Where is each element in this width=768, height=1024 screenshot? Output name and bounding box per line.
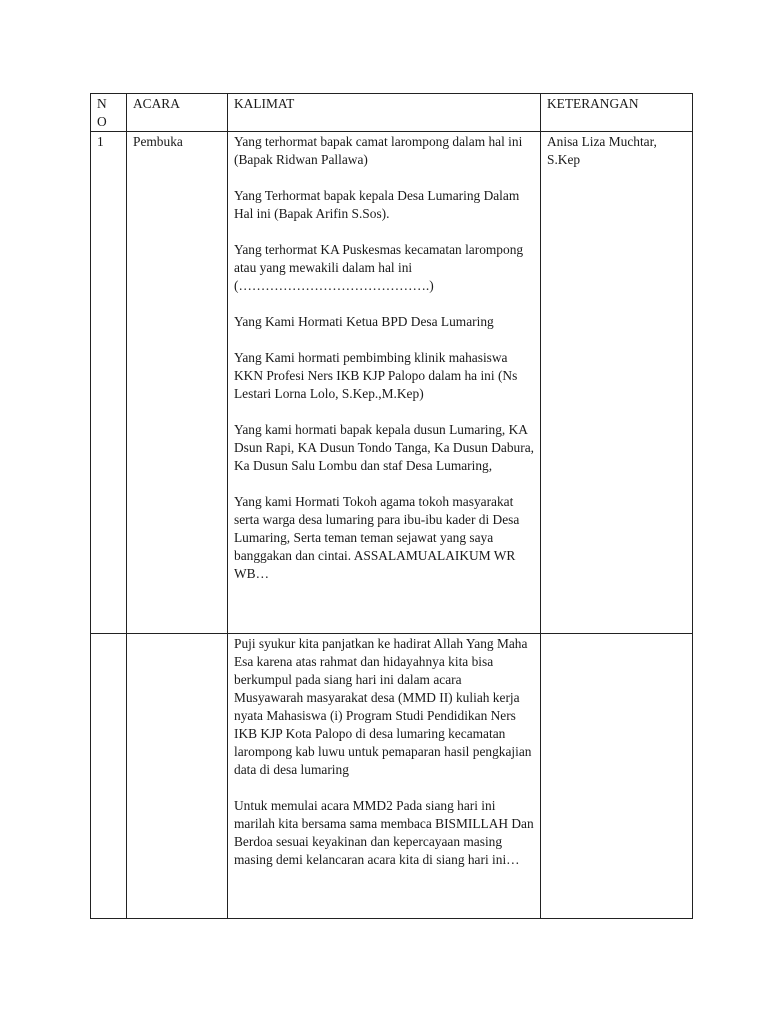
kalimat-paragraph: Yang kami Hormati Tokoh agama tokoh masyarakat serta warga desa lumaring para ibu-ibu kader di Desa Lumaring, Serta teman teman sejawat yang saya banggakan dan cintai. ASSALAMUALAIKUM WR WB… [234,494,520,581]
event-script-table [90,93,693,919]
row-acara-cell [127,634,228,919]
header-no: NO [91,94,127,132]
kalimat-paragraph: Puji syukur kita panjatkan ke hadirat Allah Yang Maha Esa karena atas rahmat dan hidayahnya kita bisa berkumpul pada siang hari ini dalam acara Musyawarah masyarakat desa (MMD II) kuliah kerja nyata Mahasiswa (i) Program Studi Pendidikan Ners IKB KJP Kota Palopo di desa lumaring kecamatan larompong kab luwu untuk pemaparan hasil pengkajian data di desa lumaring [234,636,532,777]
row-acara-cell: Pembuka [127,132,228,634]
table-header-row [91,94,693,132]
kalimat-paragraph: Yang terhormat bapak camat larompong dalam hal ini (Bapak Ridwan Pallawa) [234,134,523,167]
table-row [91,634,693,919]
table-row [91,132,693,634]
header-acara: ACARA [127,94,228,132]
row-keterangan-cell [541,634,693,919]
row-no-cell [91,634,127,919]
row-kalimat-cell [228,634,541,919]
kalimat-paragraph: Yang terhormat KA Puskesmas kecamatan larompong atau yang mewakili dalam hal ini (…………………………………….) [234,242,524,293]
kalimat-paragraph: Yang Terhormat bapak kepala Desa Lumaring Dalam Hal ini (Bapak Arifin S.Sos). [234,188,520,221]
kalimat-paragraph: Untuk memulai acara MMD2 Pada siang hari ini marilah kita bersama sama membaca BISMILLAH Dan Berdoa sesuai keyakinan dan kepercayaan masing masing demi kelancaran acara kita di siang hari ini… [234,798,534,867]
row-kalimat-cell [228,132,541,634]
row-keterangan-cell: Anisa Liza Muchtar, S.Kep [541,132,693,634]
kalimat-paragraph: Yang kami hormati bapak kepala dusun Lumaring, KA Dsun Rapi, KA Dusun Tondo Tanga, Ka Dusun Dabura, Ka Dusun Salu Lombu dan staf Desa Lumaring, [234,422,535,473]
kalimat-paragraph: Yang Kami hormati pembimbing klinik mahasiswa KKN Profesi Ners IKB KJP Palopo dalam ha ini (Ns Lestari Lorna Lolo, S.Kep.,M.Kep) [234,350,518,401]
header-keterangan: KETERANGAN [541,94,693,132]
header-kalimat: KALIMAT [228,94,541,132]
kalimat-paragraph: Yang Kami Hormati Ketua BPD Desa Lumaring [234,314,494,329]
row-no-cell: 1 [91,132,127,634]
